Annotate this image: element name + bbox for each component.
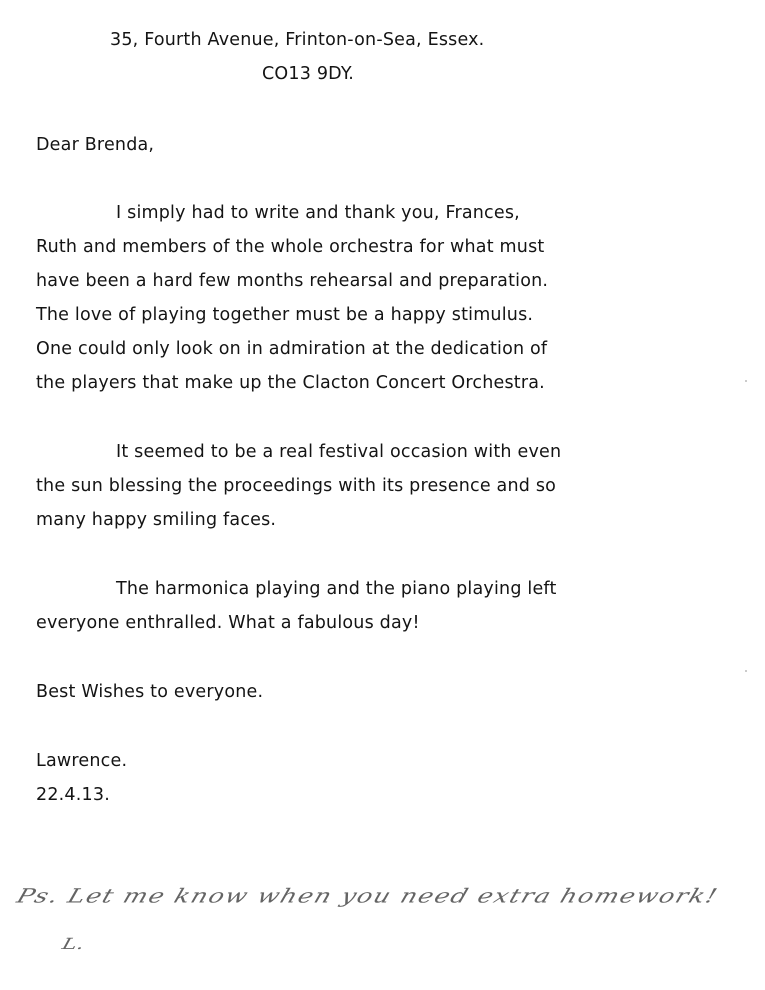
paragraph-1-line-2: Ruth and members of the whole orchestra for what must (36, 237, 545, 257)
address-line-1: 35, Fourth Avenue, Frinton-on-Sea, Essex. (110, 30, 485, 50)
paragraph-2-line-1: It seemed to be a real festival occasion with even (116, 442, 562, 462)
paragraph-1-line-3: have been a hard few months rehearsal and preparation. (36, 271, 549, 291)
date: 22.4.13. (36, 785, 110, 805)
paragraph-2-line-2: the sun blessing the proceedings with its presence and so (36, 476, 557, 496)
address-line-2: CO13 9DY. (262, 64, 354, 84)
scan-speck (745, 380, 747, 382)
signature: Lawrence. (36, 751, 128, 771)
paragraph-1-line-6: the players that make up the Clacton Concert Orchestra. (36, 373, 545, 393)
closing: Best Wishes to everyone. (36, 682, 264, 702)
paragraph-1-line-5: One could only look on in admiration at the dedication of (36, 339, 548, 359)
paragraph-1-line-4: The love of playing together must be a happy stimulus. (36, 305, 534, 325)
paragraph-2-line-3: many happy smiling faces. (36, 510, 277, 530)
salutation: Dear Brenda, (36, 135, 155, 155)
postscript-handwritten: Ps. Let me know when you need extra homework! (14, 884, 722, 907)
paragraph-3-line-1: The harmonica playing and the piano playing left (116, 579, 557, 599)
paragraph-3-line-2: everyone enthralled. What a fabulous day! (36, 613, 420, 633)
scan-speck (745, 670, 747, 672)
postscript-initial: L. (60, 935, 87, 953)
paragraph-1-line-1: I simply had to write and thank you, Frances, (116, 203, 520, 223)
